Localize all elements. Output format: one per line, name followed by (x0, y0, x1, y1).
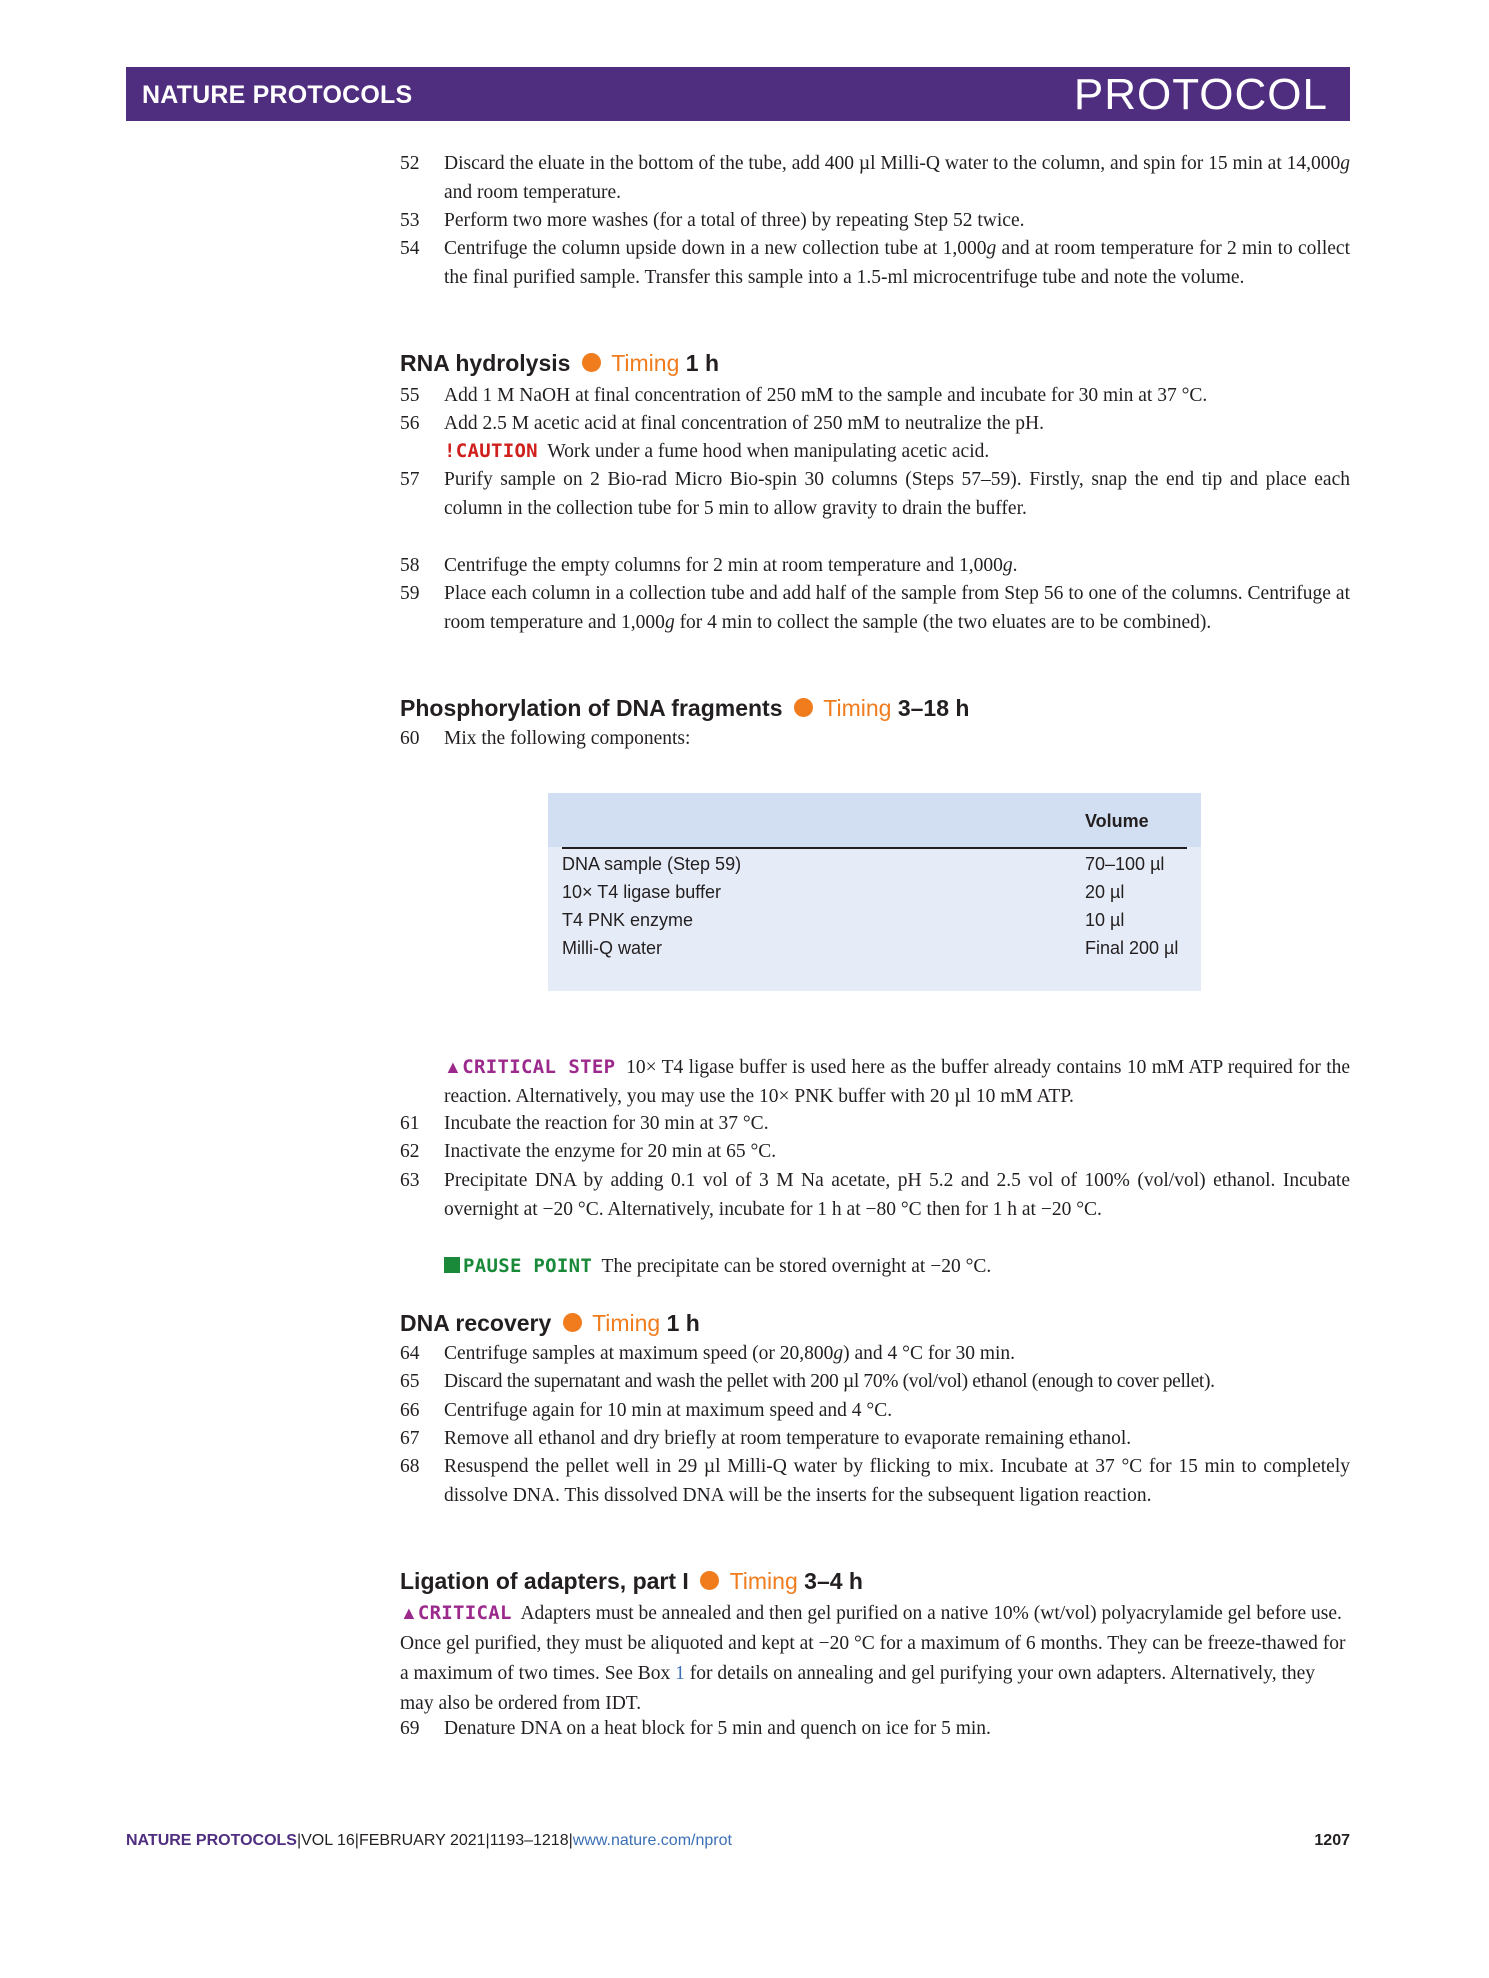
step-text: Place each column in a collection tube and add half of the sample from Step 56 to one of the columns. Centrifuge at room temperature and 1,000 (444, 583, 1350, 633)
step-number: 64 (400, 1343, 420, 1364)
timing-value: 3–18 h (897, 695, 970, 721)
footer-date: FEBRUARY 2021 (358, 1832, 486, 1849)
table-cell-volume: 10 µl (1085, 910, 1125, 930)
step-text: Add 1 M NaOH at final concentration of 250 mM to the sample and incubate for 30 min at 37 °C. (444, 385, 1208, 406)
step-67 (400, 1425, 1350, 1454)
step-text: and at room temperature for 2 min to collect the final purified sample. Transfer this sample into a 1.5-ml microcentrifuge tube and note the volume. (444, 238, 1350, 288)
step-68 (400, 1453, 1350, 1510)
step-text: Centrifuge samples at maximum speed (or 20,800 (444, 1343, 834, 1364)
step-text: Discard the eluate in the bottom of the tube, add 400 µl Milli-Q water to the column, and spin for 15 min at 14,000 (444, 153, 1341, 174)
pause-point-text: The precipitate can be stored overnight at −20 °C. (601, 1256, 992, 1277)
caution-note (444, 437, 1350, 467)
timing-dot-icon (563, 1313, 582, 1332)
table-divider (562, 847, 1187, 849)
timing-label: Timing (592, 1310, 661, 1336)
table-cell-component: T4 PNK enzyme (562, 910, 694, 930)
page-footer: NATURE PROTOCOLS|VOL 16|FEBRUARY 2021|1193–1218|www.nature.com/nprot 1207 (126, 1832, 1350, 1849)
section-heading-rna-hydrolysis (400, 350, 719, 377)
step-text: Remove all ethanol and dry briefly at room temperature to evaporate remaining ethanol. (444, 1428, 1132, 1449)
critical-text: for details on annealing and gel purifying your own adapters. Alternatively, they may also be ordered from IDT. (400, 1663, 1316, 1714)
table-cell-volume: 70–100 µl (1085, 854, 1165, 874)
step-number: 63 (400, 1170, 420, 1191)
step-number: 66 (400, 1400, 420, 1421)
step-text: Centrifuge the column upside down in a new collection tube at 1,000 (444, 238, 987, 259)
timing-dot-icon (794, 698, 813, 717)
critical-text: Adapters must be annealed and then gel purified on a native 10% (wt/vol) polyacrylamide gel before use. Once gel purified, they must be aliquoted and kept at −20 °C for a maximum of 6 months. They can be freeze-thawed for a maximum of two times. See Box (400, 1603, 1346, 1684)
step-number: 59 (400, 583, 420, 604)
table-row (562, 938, 1187, 966)
timing-value: 3–4 h (804, 1568, 863, 1594)
table-cell-component: 10× T4 ligase buffer (562, 882, 721, 902)
footer-journal: NATURE PROTOCOLS (126, 1832, 297, 1849)
g-unit: g (833, 1343, 844, 1364)
step-text: Perform two more washes (for a total of three) by repeating Step 52 twice. (444, 210, 1025, 231)
triangle-icon: ▲ (444, 1057, 463, 1077)
footer-volume: VOL 16 (301, 1832, 355, 1849)
section-title: Ligation of adapters, part I (400, 1568, 689, 1594)
g-unit: g (986, 238, 997, 259)
step-65 (400, 1368, 1350, 1397)
page-number: 1207 (1314, 1832, 1350, 1849)
header-bar (126, 67, 1350, 121)
table-cell-volume: 20 µl (1085, 882, 1125, 902)
components-table (548, 793, 1201, 991)
step-number: 58 (400, 555, 420, 576)
step-54 (400, 235, 1350, 292)
g-unit: g (1340, 153, 1350, 174)
critical-label: CRITICAL (417, 1602, 512, 1624)
timing-label: Timing (611, 350, 680, 376)
step-number: 56 (400, 413, 420, 434)
triangle-icon: ▲ (400, 1603, 418, 1623)
step-66 (400, 1397, 1350, 1426)
pause-square-icon (444, 1257, 460, 1273)
step-60 (400, 725, 1350, 754)
table-cell-component: Milli-Q water (562, 938, 663, 958)
step-number: 61 (400, 1113, 420, 1134)
timing-dot-icon (700, 1571, 719, 1590)
critical-step-note (444, 1053, 1350, 1111)
table-cell-component: DNA sample (Step 59) (562, 854, 742, 874)
step-text: Incubate the reaction for 30 min at 37 °C. (444, 1113, 769, 1134)
step-63 (400, 1167, 1350, 1224)
step-53 (400, 207, 1350, 236)
section-title: RNA hydrolysis (400, 350, 571, 376)
step-58 (400, 552, 1350, 581)
step-52 (400, 150, 1350, 207)
critical-step-text: 10× T4 ligase buffer is used here as the buffer already contains 10 mM ATP required for the reaction. Alternatively, you may use the 10× PNK buffer with 20 µl 10 mM ATP. (444, 1057, 1351, 1107)
caution-label: CAUTION (455, 440, 538, 462)
caution-icon: ! (444, 440, 456, 462)
step-number: 53 (400, 210, 420, 231)
caution-text: Work under a fume hood when manipulating acetic acid. (547, 441, 990, 462)
step-59 (400, 580, 1350, 637)
step-text: Denature DNA on a heat block for 5 min and quench on ice for 5 min. (444, 1718, 991, 1739)
step-57 (400, 466, 1350, 523)
timing-label: Timing (729, 1568, 798, 1594)
step-number: 60 (400, 728, 420, 749)
pause-point-note (444, 1252, 1350, 1282)
step-text: Precipitate DNA by adding 0.1 vol of 3 M Na acetate, pH 5.2 and 2.5 vol of 100% (vol/vol) ethanol. Incubate overnight at −20 °C. Alternatively, incubate for 1 h at −80 °C then for 1 h at −20 °C. (444, 1170, 1350, 1220)
step-text: Centrifuge again for 10 min at maximum speed and 4 °C. (444, 1400, 893, 1421)
step-text: Discard the supernatant and wash the pellet with 200 µl 70% (vol/vol) ethanol (enough to cover pellet). (444, 1371, 1215, 1392)
g-unit: g (1002, 555, 1013, 576)
step-number: 67 (400, 1428, 420, 1449)
table-column-header-volume: Volume (1085, 811, 1149, 831)
step-number: 62 (400, 1141, 420, 1162)
step-number: 55 (400, 385, 420, 406)
table-row (562, 854, 1187, 882)
section-heading-ligation (400, 1568, 863, 1595)
pause-point-label: PAUSE POINT (463, 1255, 593, 1277)
step-61 (400, 1110, 1350, 1139)
box-link[interactable]: 1 (675, 1663, 685, 1684)
step-number: 65 (400, 1371, 420, 1392)
footer-url[interactable]: www.nature.com/nprot (572, 1832, 732, 1849)
journal-name: NATURE PROTOCOLS (142, 81, 413, 109)
step-text: . (1012, 555, 1018, 576)
table-cell-volume: Final 200 µl (1085, 938, 1179, 958)
section-title: Phosphorylation of DNA fragments (400, 695, 783, 721)
footer-pages: 1193–1218 (489, 1832, 569, 1849)
critical-note (400, 1598, 1350, 1719)
step-69 (400, 1715, 1350, 1744)
timing-dot-icon (582, 353, 601, 372)
step-text: Purify sample on 2 Bio-rad Micro Bio-spin 30 columns (Steps 57–59). Firstly, snap the end tip and place each column in the collection tube for 5 min to allow gravity to drain the buffer. (444, 469, 1350, 519)
table-row (562, 882, 1187, 910)
article-type: PROTOCOL (1073, 70, 1328, 119)
step-text: Mix the following components: (444, 728, 691, 749)
step-number: 69 (400, 1718, 420, 1739)
step-text: Resuspend the pellet well in 29 µl Milli-Q water by flicking to mix. Incubate at 37 °C for 15 min to completely dissolve DNA. This dissolved DNA will be the inserts for the subsequent ligation reaction. (444, 1456, 1350, 1506)
step-text: Centrifuge the empty columns for 2 min at room temperature and 1,000 (444, 555, 1003, 576)
step-text: Add 2.5 M acetic acid at final concentration of 250 mM to neutralize the pH. (444, 413, 1044, 434)
table-row (562, 910, 1187, 938)
section-heading-phosphorylation (400, 695, 969, 722)
step-number: 68 (400, 1456, 420, 1477)
step-number: 54 (400, 238, 420, 259)
step-56 (400, 410, 1350, 439)
critical-step-label: CRITICAL STEP (462, 1056, 616, 1078)
g-unit: g (664, 611, 675, 633)
section-title: DNA recovery (400, 1310, 552, 1336)
step-55 (400, 382, 1350, 411)
step-text: Inactivate the enzyme for 20 min at 65 °C. (444, 1141, 777, 1162)
step-number: 52 (400, 153, 420, 174)
step-text: ) and 4 °C for 30 min. (843, 1343, 1016, 1364)
timing-value: 1 h (685, 350, 719, 376)
step-text: and room temperature. (444, 181, 622, 203)
step-64 (400, 1340, 1350, 1369)
timing-label: Timing (823, 695, 892, 721)
step-62 (400, 1138, 1350, 1167)
step-number: 57 (400, 469, 420, 490)
section-heading-dna-recovery (400, 1310, 700, 1337)
timing-value: 1 h (666, 1310, 700, 1336)
step-text: for 4 min to collect the sample (the two eluates are to be combined). (674, 611, 1212, 633)
